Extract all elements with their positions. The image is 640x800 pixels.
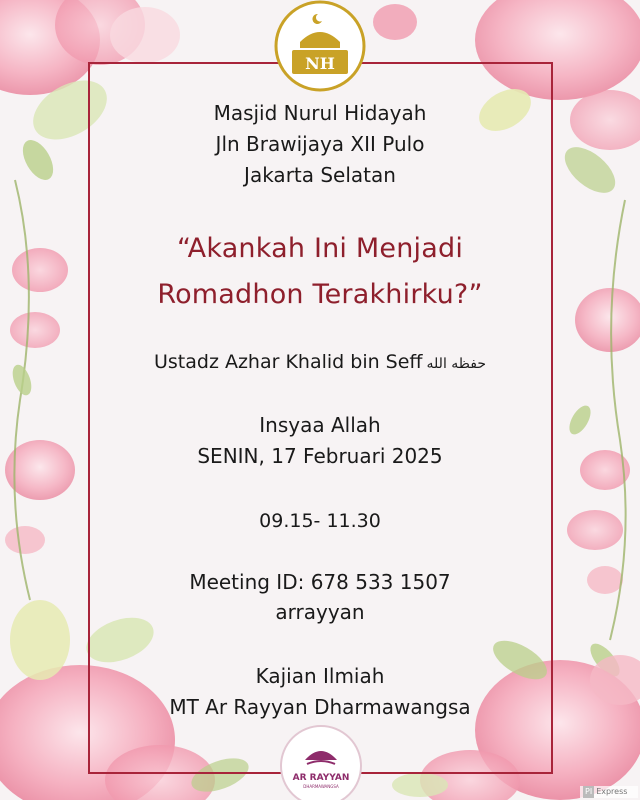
- street-address: Jln Brawijaya XII Pulo: [215, 132, 425, 156]
- meeting-info: [0, 567, 640, 627]
- meeting-passcode: arrayyan: [275, 600, 365, 624]
- mosque-name: Masjid Nurul Hidayah: [213, 101, 427, 125]
- ar-rayyan-logo-icon: [275, 720, 367, 800]
- masjid-logo-initials: NH: [305, 54, 335, 73]
- event-title: [0, 226, 640, 318]
- masjid-logo-icon: [266, 0, 374, 92]
- meeting-id: Meeting ID: 678 533 1507: [189, 570, 451, 594]
- watermark-label: Express: [596, 787, 628, 796]
- schedule-date: [0, 410, 640, 472]
- event-time: 09.15- 11.30: [259, 510, 381, 532]
- ar-rayyan-name: AR RAYYAN: [292, 773, 350, 783]
- ar-rayyan-sub: DHARMAWANGSA: [303, 784, 339, 789]
- watermark: [580, 786, 638, 798]
- title-line-2: Romadhon Terakhirku?”: [157, 279, 483, 310]
- address-block: [0, 98, 640, 191]
- event-date: SENIN, 17 Februari 2025: [197, 444, 443, 468]
- city: Jakarta Selatan: [244, 163, 396, 187]
- organizer-line-1: Kajian Ilmiah: [255, 664, 385, 688]
- organizer-line-2: MT Ar Rayyan Dharmawangsa: [169, 695, 471, 719]
- title-line-1: “Akankah Ini Menjadi: [176, 233, 464, 264]
- schedule-intro: Insyaa Allah: [259, 413, 381, 437]
- speaker-honorific: حفظه الله: [426, 356, 487, 372]
- watermark-prefix: PI: [585, 787, 593, 796]
- speaker-name: Ustadz Azhar Khalid bin Seff: [153, 351, 423, 373]
- organizer: [0, 661, 640, 723]
- speaker: [0, 349, 640, 377]
